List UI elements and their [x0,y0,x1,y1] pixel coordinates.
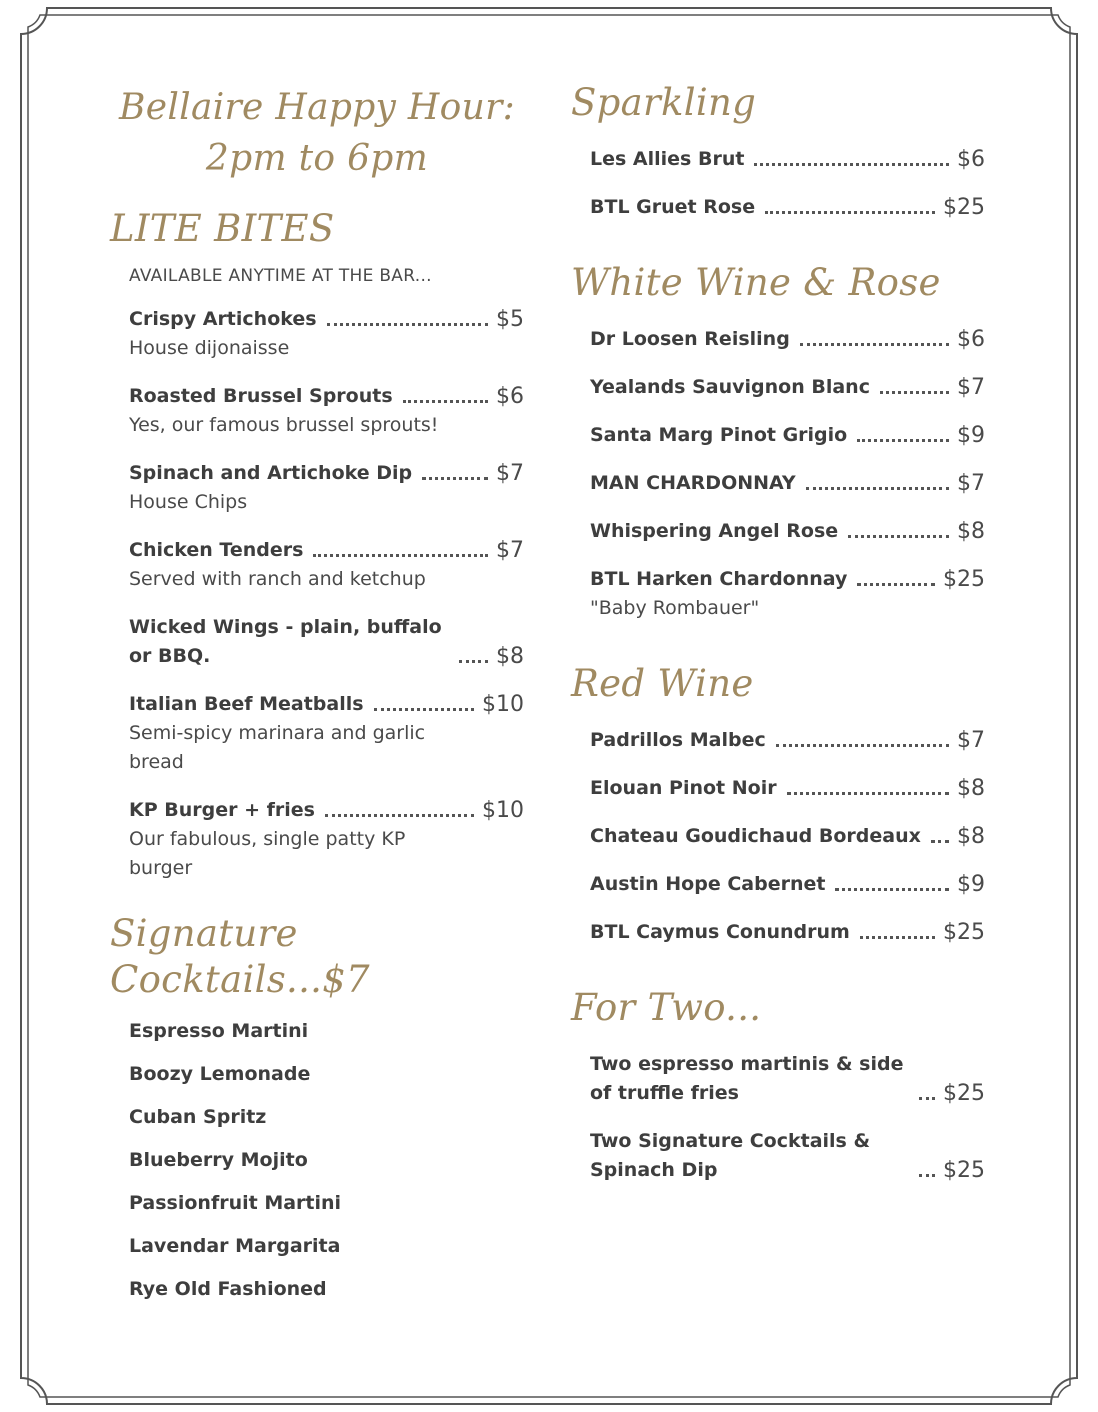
menu-item-row [129,613,524,671]
menu-item-name: KP Burger + fries [129,799,315,821]
menu-item [590,565,985,623]
menu-item-name: Dr Loosen Reisling [590,328,790,350]
menu-item-row [129,459,524,488]
menu-item-row [590,918,985,947]
menu-item-price: $9 [957,423,985,448]
dot-leader [374,708,474,711]
dot-leader [422,477,488,480]
dot-leader [325,814,474,817]
dot-leader [931,840,949,843]
menu-item-name: Chicken Tenders [129,539,304,561]
menu-item-description: House Chips [129,491,248,513]
menu-item-row [590,421,985,450]
menu-item-row [590,517,985,546]
menu-item-row [129,536,524,565]
menu-item-price: $25 [943,1158,985,1183]
menu-item-name: BTL Harken Chardonnay [590,568,848,590]
menu-item-name: Wicked Wings - plain, buffalo or BBQ. [129,616,442,667]
menu-item [590,517,985,546]
dot-leader [806,487,949,490]
menu-item-description: Served with ranch and ketchup [129,568,426,590]
menu-item-row [590,822,985,851]
dot-leader [857,583,935,586]
menu-item [129,796,524,883]
menu-item-price: $7 [496,461,524,486]
dot-leader [327,323,488,326]
menu-item-name: Elouan Pinot Noir [590,777,777,799]
dot-leader [776,744,949,747]
menu-item-row [129,382,524,411]
for-two-heading: For Two... [571,986,762,1029]
menu-item-price: $25 [943,195,985,220]
menu-item-price: $5 [496,307,524,332]
menu-item-name: Whispering Angel Rose [590,520,839,542]
menu-item [129,536,524,594]
red-wine-list [571,726,985,947]
menu-item-price: $25 [943,1081,985,1106]
menu-item [590,1127,985,1185]
menu-item-row [590,193,985,222]
menu-item-price: $7 [496,538,524,563]
menu-item-name: Chateau Goudichaud Bordeaux [590,825,921,847]
menu-item-price: $8 [496,644,524,669]
cocktails-heading: Signature Cocktails...$7 [110,912,370,1001]
menu-item-row [590,726,985,755]
for-two-list [571,1050,985,1185]
cocktail-item: Cuban Spritz [129,1106,267,1128]
dot-leader [880,391,949,394]
menu-item-price: $7 [957,728,985,753]
menu-item-name: Crispy Artichokes [129,308,317,330]
dot-leader [800,343,949,346]
dot-leader [754,163,949,166]
menu-item-row [590,469,985,498]
right-column [571,80,985,1185]
menu-item-name: BTL Gruet Rose [590,196,756,218]
menu-item [590,145,985,174]
menu-item [590,373,985,402]
cocktail-item: Passionfruit Martini [129,1192,342,1214]
menu-item-row [590,565,985,594]
menu-item-name: Santa Marg Pinot Grigio [590,424,848,446]
dot-leader [787,792,949,795]
menu-item [129,382,524,440]
menu-item-name: Roasted Brussel Sprouts [129,385,393,407]
dot-leader [459,660,488,663]
white-wine-list [571,325,985,623]
menu-item [590,421,985,450]
menu-item-name: Italian Beef Meatballs [129,693,364,715]
sparkling-heading: Sparkling [571,81,757,124]
menu-item-price: $10 [482,692,524,717]
menu-item [129,613,524,671]
menu-item-price: $25 [943,920,985,945]
red-wine-heading: Red Wine [571,662,754,705]
menu-item-row [590,870,985,899]
dot-leader [765,211,935,214]
dot-leader [860,936,935,939]
dot-leader [857,439,949,442]
menu-item-description: Semi-spicy marinara and garlic bread [129,722,426,773]
menu-item-description: House dijonaisse [129,337,290,359]
cocktails-list [110,1017,524,1304]
menu-item-row [129,305,524,334]
menu-item-price: $8 [957,824,985,849]
menu-item-price: $9 [957,872,985,897]
menu-item-name: Padrillos Malbec [590,729,766,751]
dot-leader [848,535,949,538]
left-column [110,80,524,1304]
cocktail-item: Blueberry Mojito [129,1149,308,1171]
menu-item [590,193,985,222]
menu-item-name: Les Allies Brut [590,148,745,170]
menu-item-price: $8 [957,519,985,544]
menu-item-row [129,796,524,825]
menu-item-price: $25 [943,567,985,592]
menu-item-name: Yealands Sauvignon Blanc [590,376,870,398]
dot-leader [919,1174,935,1177]
cocktail-item: Rye Old Fashioned [129,1278,327,1300]
menu-item-row [590,1050,985,1108]
menu-item [129,459,524,517]
menu-item [590,726,985,755]
menu-item-description: "Baby Rombauer" [590,597,760,619]
menu-item-name: MAN CHARDONNAY [590,472,796,494]
menu-item [590,1050,985,1108]
menu-item-name: Two Signature Cocktails & Spinach Dip [590,1130,871,1181]
dot-leader [835,888,949,891]
menu-item-price: $7 [957,375,985,400]
cocktail-item: Lavendar Margarita [129,1235,341,1257]
menu-item [129,305,524,363]
menu-item [590,325,985,354]
dot-leader [313,554,488,557]
lite-bites-heading: LITE BITES [110,207,335,250]
menu-item-row [590,325,985,354]
menu-item [590,774,985,803]
menu-item-price: $8 [957,776,985,801]
menu-item [129,690,524,777]
menu-item-description: Yes, our famous brussel sprouts! [129,414,439,436]
dot-leader [919,1097,935,1100]
page-title: Bellaire Happy Hour: 2pm to 6pm [118,87,516,179]
menu-item-price: $6 [957,147,985,172]
menu-item-row [590,373,985,402]
menu-item-row [590,145,985,174]
menu-item-name: Two espresso martinis & side of truffle fries [590,1053,904,1104]
menu-item [590,822,985,851]
menu-item-row [129,690,524,719]
menu-item [590,918,985,947]
menu-item-row [590,774,985,803]
white-wine-heading: White Wine & Rose [571,261,941,304]
cocktail-item: Espresso Martini [129,1020,309,1042]
menu-item-name: Spinach and Artichoke Dip [129,462,413,484]
sparkling-list [571,145,985,222]
menu-item-name: Austin Hope Cabernet [590,873,826,895]
menu-item-price: $10 [482,798,524,823]
menu-item-price: $7 [957,471,985,496]
lite-bites-subtitle: AVAILABLE ANYTIME AT THE BAR... [129,266,432,286]
menu-item [590,870,985,899]
menu-item-row [590,1127,985,1185]
menu-item-price: $6 [957,327,985,352]
menu-item-price: $6 [496,384,524,409]
menu-item [590,469,985,498]
menu-item-name: BTL Caymus Conundrum [590,921,850,943]
dot-leader [403,400,488,403]
lite-bites-list [110,305,524,883]
menu-item-description: Our fabulous, single patty KP burger [129,828,406,879]
cocktail-item: Boozy Lemonade [129,1063,311,1085]
